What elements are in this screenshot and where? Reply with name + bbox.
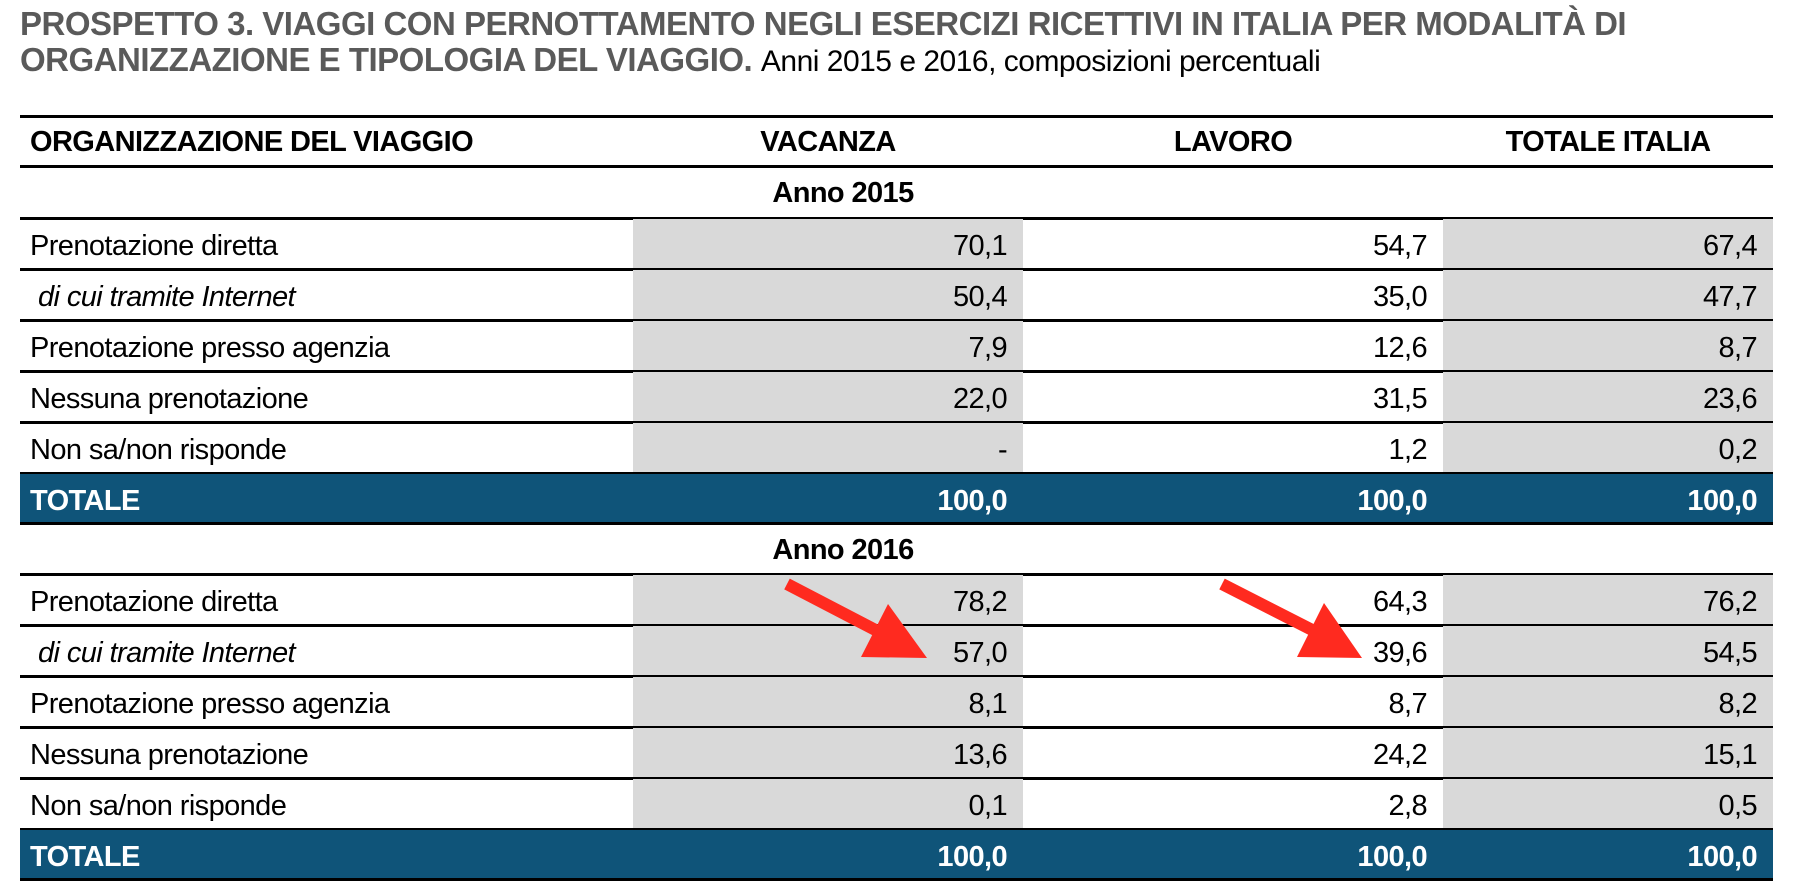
table-row [20,321,1773,372]
cell-vacanza: 22,0 [633,372,1023,423]
cell-totale: 0,2 [1443,423,1773,473]
cell-vacanza: 57,0 [633,626,1023,677]
cell-vacanza: 8,1 [633,677,1023,728]
cell-lavoro: 12,6 [1372,332,1427,364]
cell-lavoro: 35,0 [1372,281,1427,313]
cell-lavoro: 1,2 [1388,434,1427,466]
header-row [20,117,1773,166]
row-label: Nessuna prenotazione [30,383,309,415]
col-header-organizzazione: ORGANIZZAZIONE DEL VIAGGIO [30,126,474,158]
table-row [20,372,1773,423]
table-row [20,626,1773,677]
section-year-2015: Anno 2015 [772,177,914,209]
cell-totale: 0,5 [1443,779,1773,829]
row-label: Prenotazione diretta [30,230,278,262]
col-header-totale-italia: TOTALE ITALIA [1505,126,1711,158]
cell-lavoro: 64,3 [1372,586,1427,618]
cell-vacanza: 70,1 [633,219,1023,270]
section-year-row [20,167,1773,218]
cell-vacanza: 13,6 [633,728,1023,779]
table-title [20,6,1790,80]
cell-lavoro: 8,7 [1388,688,1427,720]
table-row [20,677,1773,728]
col-header-lavoro: LAVORO [1173,126,1293,158]
cell-vacanza: 78,2 [633,575,1023,626]
title-main: PROSPETTO 3. VIAGGI CON PERNOTTAMENTO NEGLI ESERCIZI RICETTIVI IN ITALIA PER MODALITÀ DI ORGANIZZAZIONE E TIPOLOGIA DEL VIAGGIO. [20,5,1627,78]
row-label: Prenotazione presso agenzia [30,688,390,720]
cell-lavoro: 31,5 [1372,383,1427,415]
cell-vacanza: 7,9 [633,321,1023,372]
rule-bottom [20,878,1773,881]
cell-vacanza: - [633,423,1023,473]
total-lavoro: 100,0 [1357,841,1427,873]
cell-totale: 76,2 [1443,575,1773,626]
row-label: Non sa/non risponde [30,434,287,466]
total-totale: 100,0 [1687,841,1757,873]
total-vacanza: 100,0 [937,841,1007,873]
cell-totale: 54,5 [1443,626,1773,677]
cell-totale: 23,6 [1443,372,1773,423]
title-subtitle: Anni 2015 e 2016, composizioni percentuali [760,45,1321,78]
cell-lavoro: 2,8 [1388,790,1427,822]
total-label: TOTALE [30,485,140,517]
col-header-vacanza: VACANZA [760,126,896,158]
row-label: di cui tramite Internet [38,281,295,313]
cell-totale: 67,4 [1443,219,1773,270]
cell-totale: 15,1 [1443,728,1773,779]
total-row [20,830,1773,879]
total-label: TOTALE [30,841,140,873]
table-row [20,728,1773,779]
cell-lavoro: 54,7 [1372,230,1427,262]
total-totale: 100,0 [1687,485,1757,517]
total-lavoro: 100,0 [1357,485,1427,517]
total-vacanza: 100,0 [937,485,1007,517]
row-label: Prenotazione diretta [30,586,278,618]
row-label: di cui tramite Internet [38,637,295,669]
cell-vacanza: 0,1 [633,779,1023,829]
cell-totale: 8,7 [1443,321,1773,372]
total-row [20,474,1773,523]
table-row [20,423,1773,473]
cell-totale: 47,7 [1443,270,1773,321]
table-row [20,270,1773,321]
row-label: Nessuna prenotazione [30,739,309,771]
cell-lavoro: 24,2 [1372,739,1427,771]
row-label: Non sa/non risponde [30,790,287,822]
row-label: Prenotazione presso agenzia [30,332,390,364]
cell-lavoro: 39,6 [1372,637,1427,669]
table-row [20,219,1773,270]
table-row [20,779,1773,829]
cell-vacanza: 50,4 [633,270,1023,321]
cell-totale: 8,2 [1443,677,1773,728]
section-year-2016: Anno 2016 [772,534,914,566]
section-year-row [20,524,1773,575]
table-row [20,575,1773,626]
